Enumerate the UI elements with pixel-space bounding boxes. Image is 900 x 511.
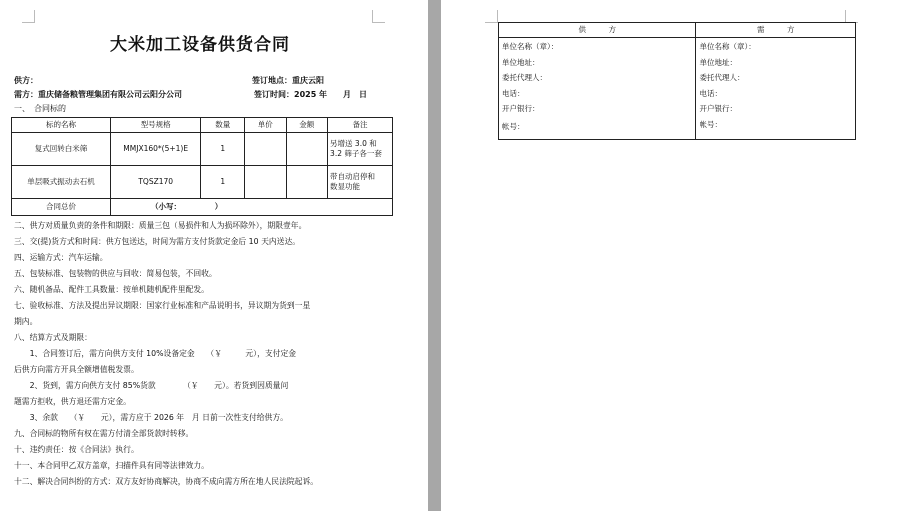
table-header: 标的名称 [12, 118, 111, 133]
table-header: 备注 [328, 118, 393, 133]
page-corner-mark [372, 10, 385, 23]
supplier-line: 供方： [14, 76, 38, 85]
supplier-field: 开户银行： [502, 104, 540, 113]
sign-place: 签订地点：重庆云阳 [252, 76, 324, 85]
table-cell-qty: 1 [201, 133, 245, 166]
table-cell-model: MMJX160*(5+1)E [110, 133, 200, 166]
supplier-field: 帐号： [502, 122, 525, 131]
supplier-field: 委托代理人： [502, 73, 547, 82]
table-cell-amount [286, 166, 328, 199]
clause-line: 3、余款 （￥ 元），需方应于 2026 年 月 日前一次性支付给供方。 [14, 413, 288, 422]
table-cell-name: 单层吸式振动去石机 [12, 166, 111, 199]
clause-line: 五、包装标准、包装物的供应与回收：简易包装，不回收。 [14, 269, 217, 278]
table-total-row [12, 199, 393, 216]
supplier-field: 单位名称（章）： [502, 42, 559, 51]
clause-line: 题需方拒收，供方退还需方定金。 [14, 397, 131, 406]
clause-line: 六、随机备品、配件工具数量：按单机随机配件里配发。 [14, 285, 209, 294]
table-header-row [12, 118, 393, 133]
table-header: 单价 [245, 118, 287, 133]
contract-clauses [14, 218, 318, 490]
page-separator [428, 0, 441, 511]
total-value: （小写： ） [110, 199, 392, 216]
clause-line: 九、合同标的物所有权在需方付清全部货款时转移。 [14, 429, 194, 438]
table-header: 金额 [286, 118, 328, 133]
table-header: 数量 [201, 118, 245, 133]
table-row [12, 133, 393, 166]
table-cell-note [328, 166, 393, 199]
note-line: 3.2 筛子各一套 [330, 149, 382, 158]
table-cell-name: 复式回转白米筛 [12, 133, 111, 166]
buyer-header: 需 方 [696, 23, 856, 38]
buyer-line: 需方：重庆储备粮管理集团有限公司云阳分公司 [14, 90, 182, 99]
table-cell-price [245, 133, 287, 166]
contract-title: 大米加工设备供货合同 [110, 35, 290, 55]
clause-line: 二、供方对质量负责的条件和期限：质量三包（易损件和人为损坏除外），期限壹年。 [14, 221, 307, 230]
page-corner-mark [485, 10, 498, 23]
goods-table [11, 117, 393, 216]
table-header: 型号规格 [110, 118, 200, 133]
table-cell-note [328, 133, 393, 166]
note-line: 数显功能 [330, 182, 361, 191]
total-label: 合同总价 [12, 199, 111, 216]
supplier-field: 单位地址： [502, 57, 540, 67]
clause-line: 四、运输方式：汽车运输。 [14, 253, 108, 262]
document-page-1 [0, 0, 428, 511]
note-line: 另增送 3.0 和 [330, 139, 377, 148]
supplier-header: 供 方 [499, 23, 696, 38]
document-page-2 [441, 0, 900, 511]
table-cell-qty: 1 [201, 166, 245, 199]
clause-line: 八、结算方式及期限： [14, 333, 92, 342]
clause-line: 十一、本合同甲乙双方盖章，扫描件具有同等法律效力。 [14, 461, 209, 470]
buyer-signature-block [696, 38, 856, 140]
buyer-field: 帐号： [699, 120, 722, 129]
table-cell-amount [286, 133, 328, 166]
buyer-field: 开户银行： [699, 104, 737, 113]
buyer-field: 单位地址： [699, 57, 737, 67]
clause-line: 七、验收标准、方法及提出异议期限：国家行业标准和产品说明书，异议期为货到一星 [14, 301, 311, 310]
clause-line: 后供方向需方开具全额增值税发票。 [14, 365, 139, 374]
clause-line: 十二、解决合同纠纷的方式：双方友好协商解决，协商不成向需方所在地人民法院起诉。 [14, 477, 319, 486]
buyer-field: 委托代理人： [699, 73, 745, 82]
supplier-signature-block [499, 38, 696, 140]
sign-time: 签订时间：2025 年 月 日 [254, 90, 368, 99]
table-cell-price [245, 166, 287, 199]
supplier-field: 电话： [502, 88, 525, 98]
note-line: 带自动启停和 [330, 172, 376, 181]
signature-table [498, 22, 856, 140]
page-corner-mark [22, 10, 35, 23]
clause-line: 期内。 [14, 317, 38, 326]
section-1-heading: 一、 合同标的 [14, 104, 66, 113]
clause-line: 2、货到，需方向供方支付 85%货款 （￥ 元）。若货到因质量问 [14, 381, 289, 390]
table-row [12, 166, 393, 199]
clause-line: 十、违约责任：按《合同法》执行。 [14, 445, 139, 454]
table-cell-model: TQSZ170 [110, 166, 200, 199]
clause-line: 三、交(提)货方式和时间：供方包送达，时间为需方支付货款定金后 10 天内送达。 [14, 237, 301, 246]
buyer-field: 电话： [699, 88, 722, 98]
clause-line: 1、合同签订后，需方向供方支付 10%设备定金 （￥ 元），支付定金 [14, 349, 297, 358]
buyer-field: 单位名称（章）： [699, 42, 756, 51]
